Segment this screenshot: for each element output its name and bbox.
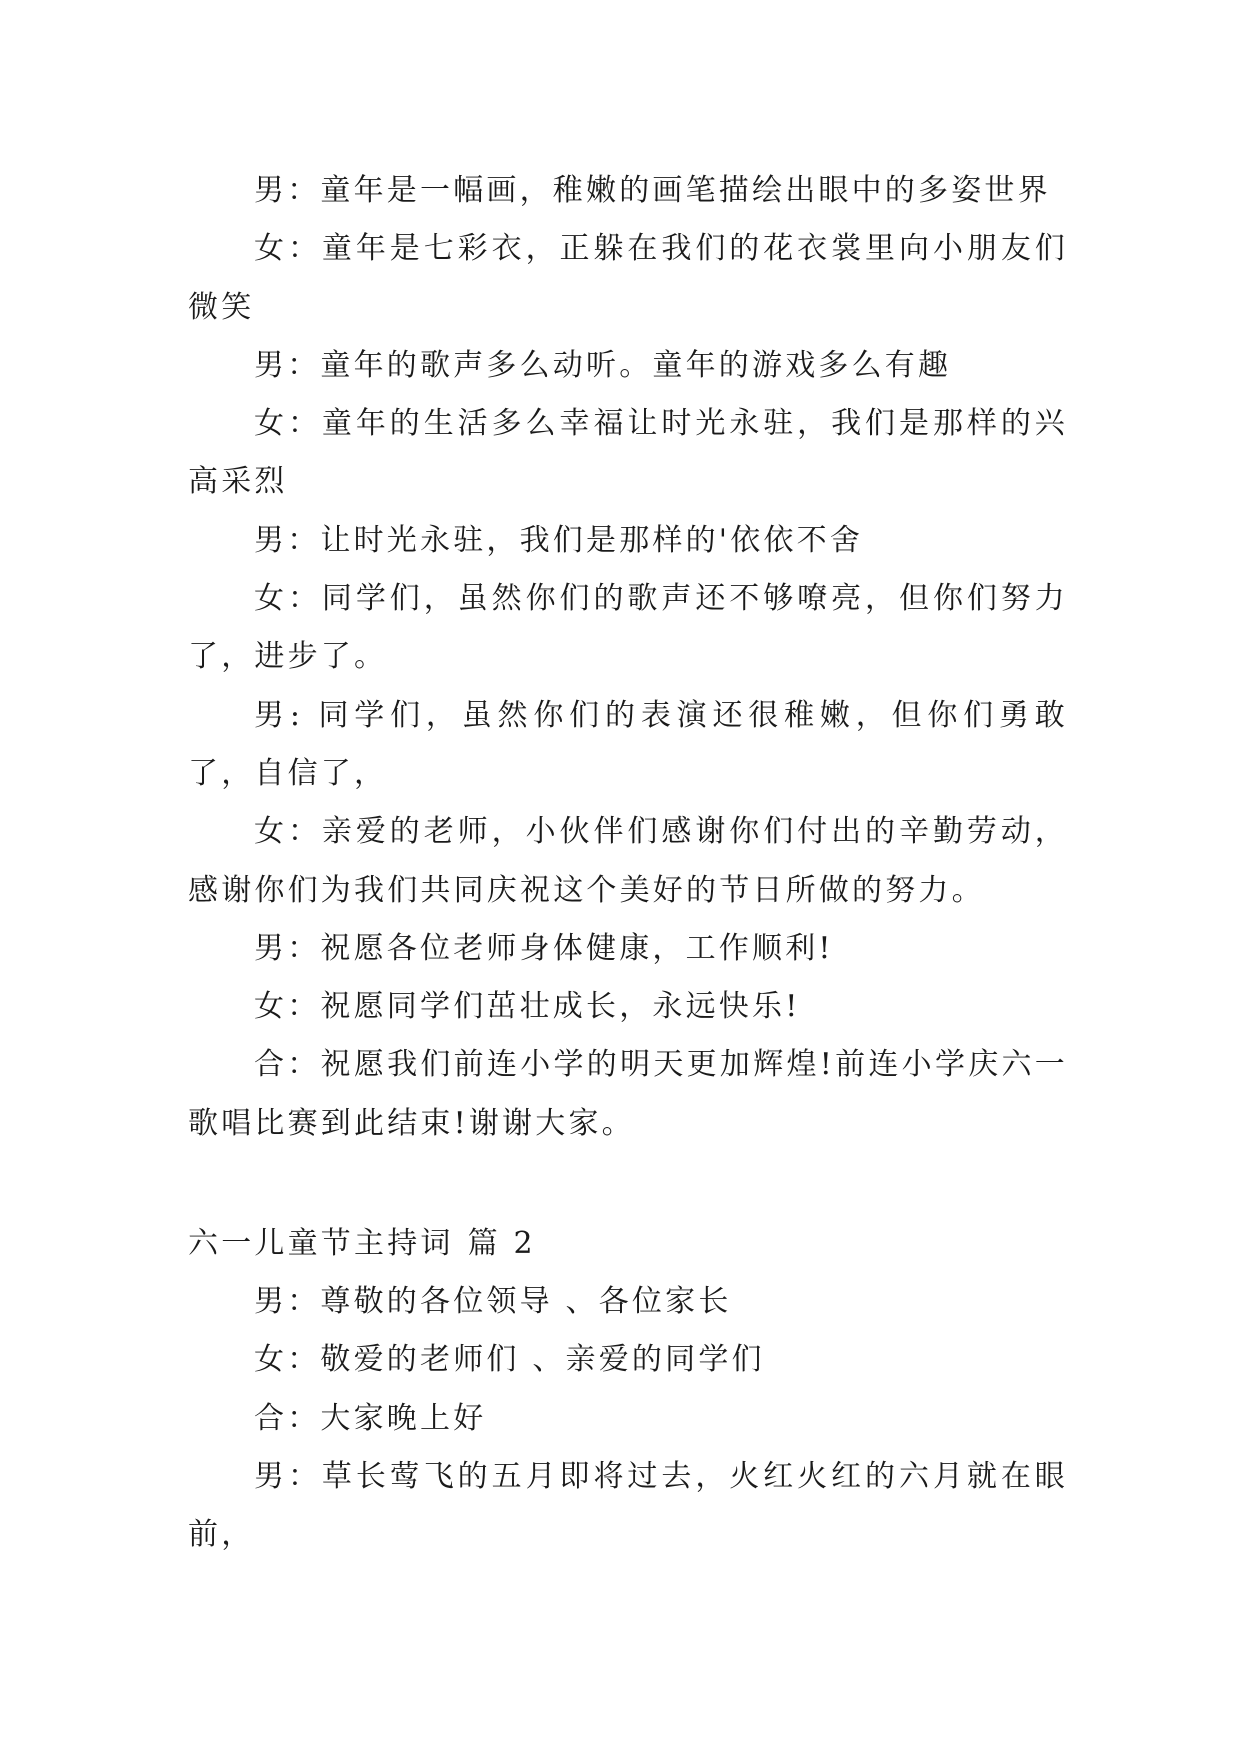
paragraph: 男：童年是一幅画，稚嫩的画笔描绘出眼中的多姿世界	[254, 173, 1051, 208]
paragraph: 女：亲爱的老师，小伙伴们感谢你们付出的辛勤劳动，感谢你们为我们共同庆祝这个美好的节日所做的努力。	[188, 814, 1068, 908]
paragraph: 男：祝愿各位老师身体健康，工作顺利!	[254, 930, 834, 966]
paragraph: 男：让时光永驻，我们是那样的'依依不舍	[254, 522, 864, 558]
heading-number: 篇 2	[467, 1226, 536, 1262]
paragraph: 男：尊敬的各位领导 、各位家长	[254, 1284, 732, 1320]
paragraph: 男：草长莺飞的五月即将过去，火红火红的六月就在眼前，	[188, 1458, 1068, 1553]
paragraph: 女：童年的生活多么幸福让时光永驻，我们是那样的兴高采烈	[188, 406, 1068, 500]
paragraph: 男: 同学们，虽然你们的表演还很稚嫩，但你们勇敢了，自信了，	[188, 697, 1068, 791]
paragraph: 男：童年的歌声多么动听。童年的游戏多么有趣	[254, 347, 952, 383]
paragraph: 女：童年是七彩衣，正躲在我们的花衣裳里向小朋友们微笑	[188, 231, 1068, 325]
heading-title: 六一儿童节主持词	[188, 1226, 454, 1262]
section-heading	[188, 1215, 1068, 1273]
section-spacer	[188, 1153, 1068, 1215]
paragraph: 女：祝愿同学们茁壮成长，永远快乐!	[254, 989, 801, 1025]
paragraph: 女：同学们，虽然你们的歌声还不够嘹亮，但你们努力了，进步了。	[188, 581, 1068, 675]
document-body	[188, 162, 1068, 1565]
paragraph: 合：大家晚上好	[254, 1400, 487, 1436]
paragraph: 合：祝愿我们前连小学的明天更加辉煌!前连小学庆六一歌唱比赛到此结束!谢谢大家。	[188, 1047, 1068, 1141]
paragraph: 女：敬爱的老师们 、亲爱的同学们	[254, 1342, 765, 1378]
